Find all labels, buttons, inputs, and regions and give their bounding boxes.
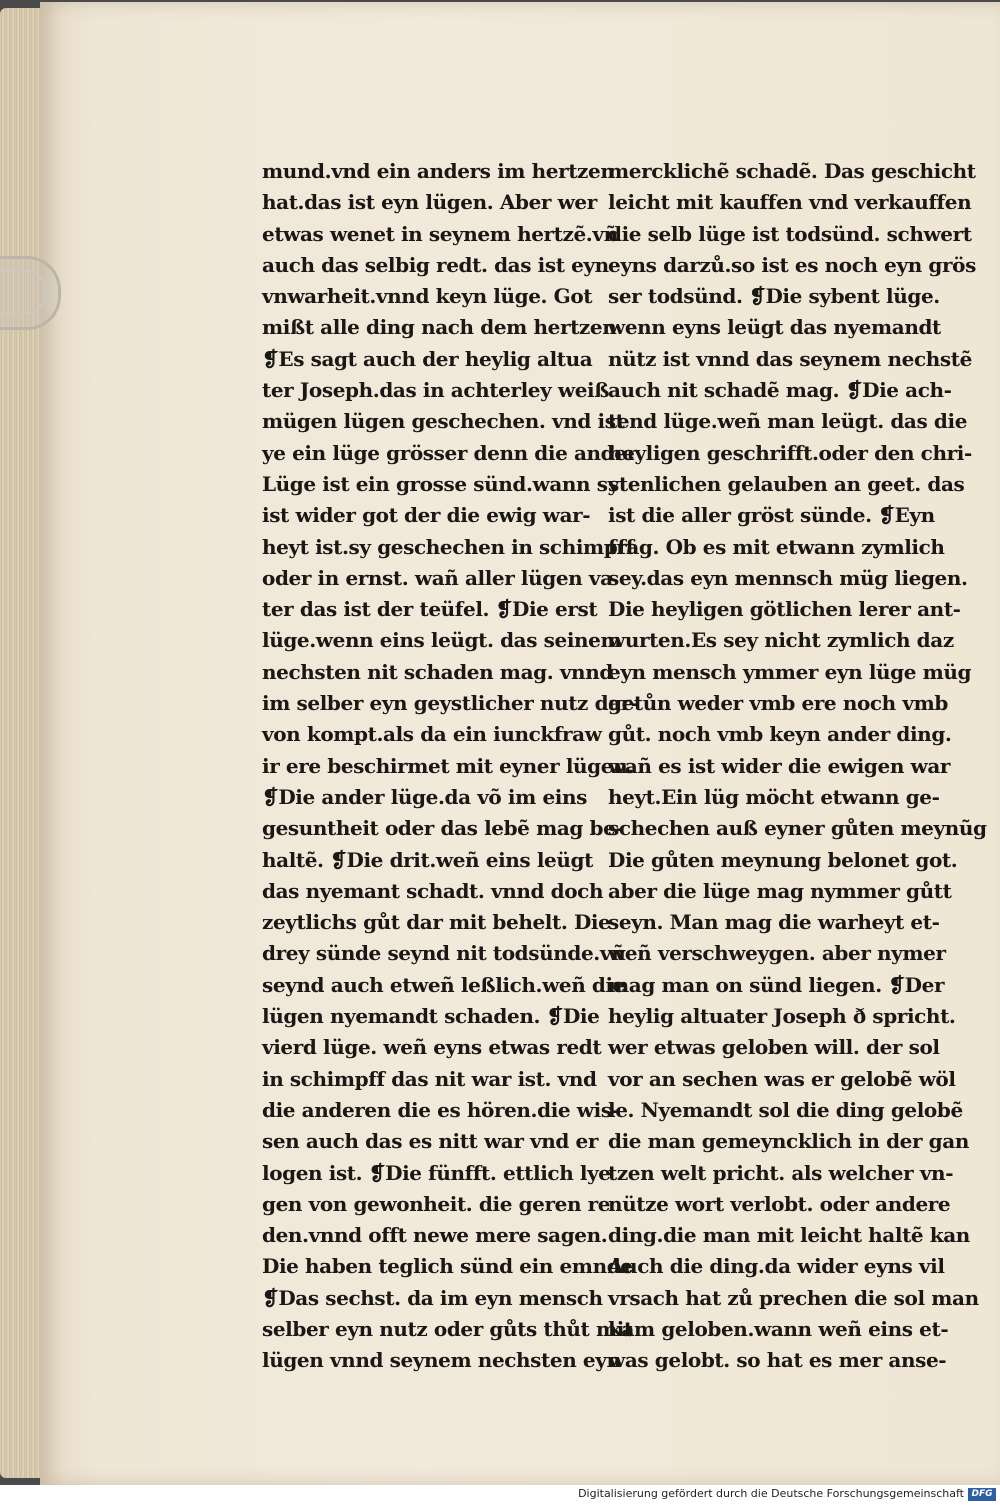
right-column-line: ding.die man mit leicht haltẽ kan	[608, 1223, 970, 1248]
left-column-line: von kompt.als da ein iunckfraw	[262, 722, 602, 747]
right-column-line: mercklichẽ schadẽ. Das geschicht	[608, 159, 976, 183]
right-column-line: heyt.Ein lüg möcht etwann ge-	[608, 784, 940, 809]
right-column-line: wer etwas geloben will. der sol	[608, 1035, 940, 1060]
right-column-line: vrsach hat zů prechen die sol man	[608, 1285, 979, 1310]
left-column-line: drey sünde seynd nit todsünde.vñ	[262, 941, 626, 966]
left-column-line: im selber eyn geystlicher nutz dar-	[262, 691, 639, 716]
right-column-line: die man gemeyncklich in der gan	[608, 1129, 969, 1154]
left-column-line: ❡Es sagt auch der heylig altua	[262, 346, 593, 371]
right-column-line: tend lüge.weñ man leügt. das die	[608, 409, 968, 434]
left-column-line: gen von gewonheit. die geren re	[262, 1191, 611, 1216]
left-column-line: die anderen die es hören.die wis-	[262, 1097, 620, 1122]
right-column-line: heyligen geschrifft.oder den chri-	[608, 440, 972, 465]
left-column-line: Lüge ist ein grosse sünd.wann sy	[262, 471, 619, 496]
left-column-line: heyt ist.sy geschechen in schimpff	[262, 534, 634, 559]
right-column-line: gůt. noch vmb keyn ander ding.	[608, 722, 952, 747]
right-column-line: die selb lüge ist todsünd. schwert	[608, 221, 972, 246]
right-column-line: kam geloben.wann weñ eins et-	[608, 1316, 949, 1341]
left-column-line: ter Joseph.das in achterley weiß	[262, 378, 610, 403]
right-column-line: nütz ist vnnd das seynem nechstẽ	[608, 346, 972, 371]
left-column-line: lügen nyemandt schaden. ❡Die	[262, 1004, 600, 1029]
right-column-line: nütze wort verlobt. oder andere	[608, 1191, 951, 1216]
left-column-line: hat.das ist eyn lügen. Aber wer	[262, 190, 597, 215]
right-column-line: aber die lüge mag nymmer gůtt	[608, 878, 952, 903]
digitization-footer	[0, 1485, 1000, 1505]
left-column-line: auch das selbig redt. das ist eyn	[262, 252, 609, 277]
right-column-line: ist die aller gröst sünde. ❡Eyn	[608, 503, 935, 528]
right-column-line: vor an sechen was er gelobẽ wöl	[608, 1066, 956, 1091]
left-column-line: oder in ernst. wañ aller lügen va	[262, 565, 613, 590]
left-column-line: lüge.wenn eins leügt. das seinem	[262, 628, 622, 653]
right-column-line: Auch die ding.da wider eyns vil	[608, 1254, 945, 1279]
right-column-line: getůn weder vmb ere noch vmb	[608, 691, 948, 716]
right-column-line: seyn. Man mag die warheyt et-	[608, 910, 940, 935]
left-column-line: mißt alle ding nach dem hertzen	[262, 315, 617, 340]
left-column-line: ❡Die ander lüge.da võ im eins	[262, 784, 587, 809]
left-column-line: ist wider got der die ewig war-	[262, 503, 591, 528]
right-column-line: weñ verschweygen. aber nymer	[608, 941, 946, 966]
left-column-line: logen ist. ❡Die fünfft. ettlich lye	[262, 1160, 611, 1185]
right-column-line: auch nit schadẽ mag. ❡Die ach-	[608, 378, 952, 403]
right-column-line: wenn eyns leügt das nyemandt	[608, 315, 941, 340]
left-column-line: mügen lügen geschechen. vnd ist	[262, 409, 625, 434]
left-column-line: sen auch das es nitt war vnd er	[262, 1129, 599, 1154]
left-column-line: nechsten nit schaden mag. vnnd	[262, 659, 613, 684]
left-column-line: den.vnnd offt newe mere sagen.	[262, 1223, 608, 1248]
text-column-right	[608, 156, 987, 1377]
funding-caption: Digitalisierung gefördert durch die Deutsche Forschungsgemeinschaft	[578, 1487, 964, 1500]
right-column-line: leicht mit kauffen vnd verkauffen	[608, 190, 972, 215]
right-column-line: mag man on sünd liegen. ❡Der	[608, 972, 945, 997]
right-column-line: was gelobt. so hat es mer anse-	[608, 1348, 947, 1373]
left-column-line: vnwarheit.vnnd keyn lüge. Got	[262, 284, 593, 309]
left-column-line: ye ein lüge grösser denn die ander	[262, 440, 637, 465]
right-column-line: tzen welt pricht. als welcher vn-	[608, 1160, 954, 1185]
left-column-line: haltẽ. ❡Die drit.weñ eins leügt	[262, 847, 593, 872]
left-column-line: etwas wenet in seynem hertzẽ.vñ	[262, 221, 618, 246]
right-column-line: wurten.Es sey nicht zymlich daz	[608, 628, 954, 653]
left-column-line: zeytlichs gůt dar mit behelt. Die	[262, 910, 611, 935]
right-column-line: Die gůten meynung belonet got.	[608, 847, 958, 872]
left-column-line: lügen vnnd seynem nechsten eyn	[262, 1348, 621, 1373]
right-column-line: Die heyligen götlichen lerer ant-	[608, 597, 961, 622]
page-clip-inner	[0, 270, 46, 314]
left-column-line: gesuntheit oder das lebẽ mag be-	[262, 816, 624, 841]
left-column-line: mund.vnd ein anders im hertzen	[262, 159, 615, 183]
left-column-line: das nyemant schadt. vnnd doch	[262, 878, 604, 903]
right-column-line: frag. Ob es mit etwann zymlich	[608, 534, 945, 559]
dfg-logo: DFG	[968, 1488, 996, 1501]
left-column-line: selber eyn nutz oder gůts thůt mit	[262, 1316, 633, 1341]
right-column-line: schechen auß eyner gůten meynũg	[608, 816, 987, 841]
left-column-line: seynd auch etweñ leßlich.weñ die	[262, 972, 626, 997]
text-column-left	[262, 156, 639, 1377]
right-column-line: le. Nyemandt sol die ding gelobẽ	[608, 1097, 963, 1122]
right-column-line: ser todsünd. ❡Die sybent lüge.	[608, 284, 940, 309]
left-column-line: Die haben teglich sünd ein emnde	[262, 1254, 633, 1279]
left-column-line: ter das ist der teüfel. ❡Die erst	[262, 597, 598, 622]
left-column-line: in schimpff das nit war ist. vnd	[262, 1066, 597, 1091]
right-column-line: eyns darzů.so ist es noch eyn grös	[608, 252, 976, 277]
left-column-line: vierd lüge. weñ eyns etwas redt	[262, 1035, 602, 1060]
right-column-line: eyn mensch ymmer eyn lüge müg	[608, 659, 972, 684]
right-column-line: sey.das eyn mennsch müg liegen.	[608, 565, 968, 590]
right-column-line: wañ es ist wider die ewigen war	[608, 753, 951, 778]
right-column-line: heylig altuater Joseph ð spricht.	[608, 1004, 956, 1029]
left-column-line: ❡Das sechst. da im eyn mensch	[262, 1285, 603, 1310]
left-column-line: ir ere beschirmet mit eyner lügen.	[262, 753, 634, 778]
right-column-line: stenlichen gelauben an geet. das	[608, 471, 965, 496]
